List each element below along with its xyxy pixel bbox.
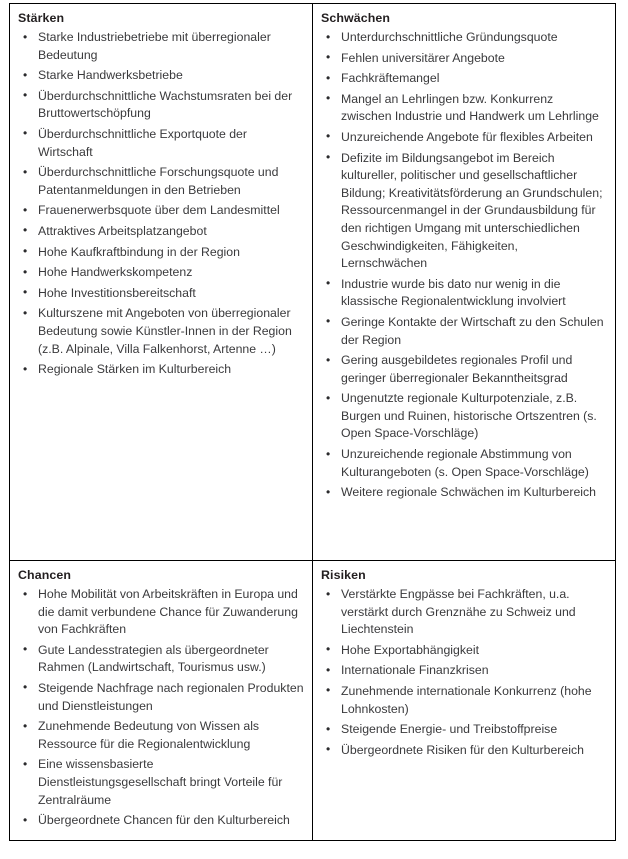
- list-item: • Kulturszene mit Angeboten von überregionaler Bedeutung sowie Künstler-Innen in der Region (z.B. Alpinale, Villa Falkenhorst, Artenne …): [18, 305, 304, 358]
- list-item: • Zunehmende Bedeutung von Wissen als Ressource für die Regionalentwicklung: [18, 718, 304, 753]
- quadrant-title-staerken: Stärken: [18, 11, 65, 25]
- quadrant-title-chancen: Chancen: [18, 568, 72, 582]
- quadrant-risiken: [313, 561, 616, 841]
- list-item: • Hohe Mobilität von Arbeitskräften in Europa und die damit verbundene Chance für Zuwanderung von Fachkräften: [18, 586, 304, 639]
- list-item: • Starke Handwerksbetriebe: [18, 67, 304, 85]
- list-item: • Industrie wurde bis dato nur wenig in die klassische Regionalentwicklung involviert: [321, 276, 607, 311]
- list-item: • Überdurchschnittliche Wachstumsraten bei der Bruttowertschöpfung: [18, 88, 304, 123]
- list-item: • Eine wissensbasierte Dienstleistungsgesellschaft bringt Vorteile für Zentralräume: [18, 756, 304, 809]
- list-item: • Überdurchschnittliche Forschungsquote und Patentanmeldungen in den Betrieben: [18, 164, 304, 199]
- quadrant-title-risiken: Risiken: [321, 568, 366, 582]
- list-item: • Steigende Energie- und Treibstoffpreise: [321, 721, 607, 739]
- list-item: • Steigende Nachfrage nach regionalen Produkten und Dienstleistungen: [18, 680, 304, 715]
- swot-table: [9, 3, 616, 841]
- quadrant-list-staerken: [18, 29, 304, 379]
- list-item: • Überdurchschnittliche Exportquote der Wirtschaft: [18, 126, 304, 161]
- list-item: • Hohe Handwerkskompetenz: [18, 264, 304, 282]
- list-item: • Verstärkte Engpässe bei Fachkräften, u.a. verstärkt durch Grenznähe zu Schweiz und Liechtenstein: [321, 586, 607, 639]
- list-item: • Hohe Kaufkraftbindung in der Region: [18, 244, 304, 262]
- quadrant-list-risiken: [321, 586, 607, 759]
- list-item: • Zunehmende internationale Konkurrenz (hohe Lohnkosten): [321, 683, 607, 718]
- list-item: • Starke Industriebetriebe mit überregionaler Bedeutung: [18, 29, 304, 64]
- list-item: • Regionale Stärken im Kulturbereich: [18, 361, 304, 379]
- list-item: • Gering ausgebildetes regionales Profil und geringer überregionaler Bekanntheitsgrad: [321, 352, 607, 387]
- table-row-strengths-weaknesses: [10, 4, 616, 561]
- list-item: • Übergeordnete Risiken für den Kulturbereich: [321, 742, 607, 760]
- quadrant-chancen: [10, 561, 313, 841]
- list-item: • Fachkräftemangel: [321, 70, 607, 88]
- list-item: • Hohe Investitionsbereitschaft: [18, 285, 304, 303]
- list-item: • Mangel an Lehrlingen bzw. Konkurrenz zwischen Industrie und Handwerk um Lehrlinge: [321, 91, 607, 126]
- list-item: • Geringe Kontakte der Wirtschaft zu den Schulen der Region: [321, 314, 607, 349]
- quadrant-list-chancen: [18, 586, 304, 830]
- quadrant-schwaechen: [313, 4, 616, 561]
- list-item: • Übergeordnete Chancen für den Kulturbereich: [18, 812, 304, 830]
- list-item: • Ungenutzte regionale Kulturpotenziale, z.B. Burgen und Ruinen, historische Ortszentren (s. Open Space-Vorschläge): [321, 390, 607, 443]
- list-item: • Weitere regionale Schwächen im Kulturbereich: [321, 484, 607, 502]
- list-item: • Gute Landesstrategien als übergeordneter Rahmen (Landwirtschaft, Tourismus usw.): [18, 642, 304, 677]
- list-item: • Unterdurchschnittliche Gründungsquote: [321, 29, 607, 47]
- quadrant-list-schwaechen: [321, 29, 607, 502]
- list-item: • Attraktives Arbeitsplatzangebot: [18, 223, 304, 241]
- table-row-opportunities-risks: [10, 561, 616, 841]
- list-item: • Frauenerwerbsquote über dem Landesmittel: [18, 202, 304, 220]
- quadrant-title-schwaechen: Schwächen: [321, 11, 391, 25]
- list-item: • Defizite im Bildungsangebot im Bereich kultureller, politischer und gesellschaftlicher Bildung; Kreativitätsförderung an Grundschulen; Ressourcenmangel in der Grundausbildung für den richtigen Umgang mit unterschiedlichen Geschwindigkeiten, Fähigkeiten, Lernschwächen: [321, 150, 607, 273]
- list-item: • Fehlen universitärer Angebote: [321, 50, 607, 68]
- list-item: • Unzureichende regionale Abstimmung von Kulturangeboten (s. Open Space-Vorschläge): [321, 446, 607, 481]
- quadrant-staerken: [10, 4, 313, 561]
- list-item: • Internationale Finanzkrisen: [321, 662, 607, 680]
- list-item: • Unzureichende Angebote für flexibles Arbeiten: [321, 129, 607, 147]
- list-item: • Hohe Exportabhängigkeit: [321, 642, 607, 660]
